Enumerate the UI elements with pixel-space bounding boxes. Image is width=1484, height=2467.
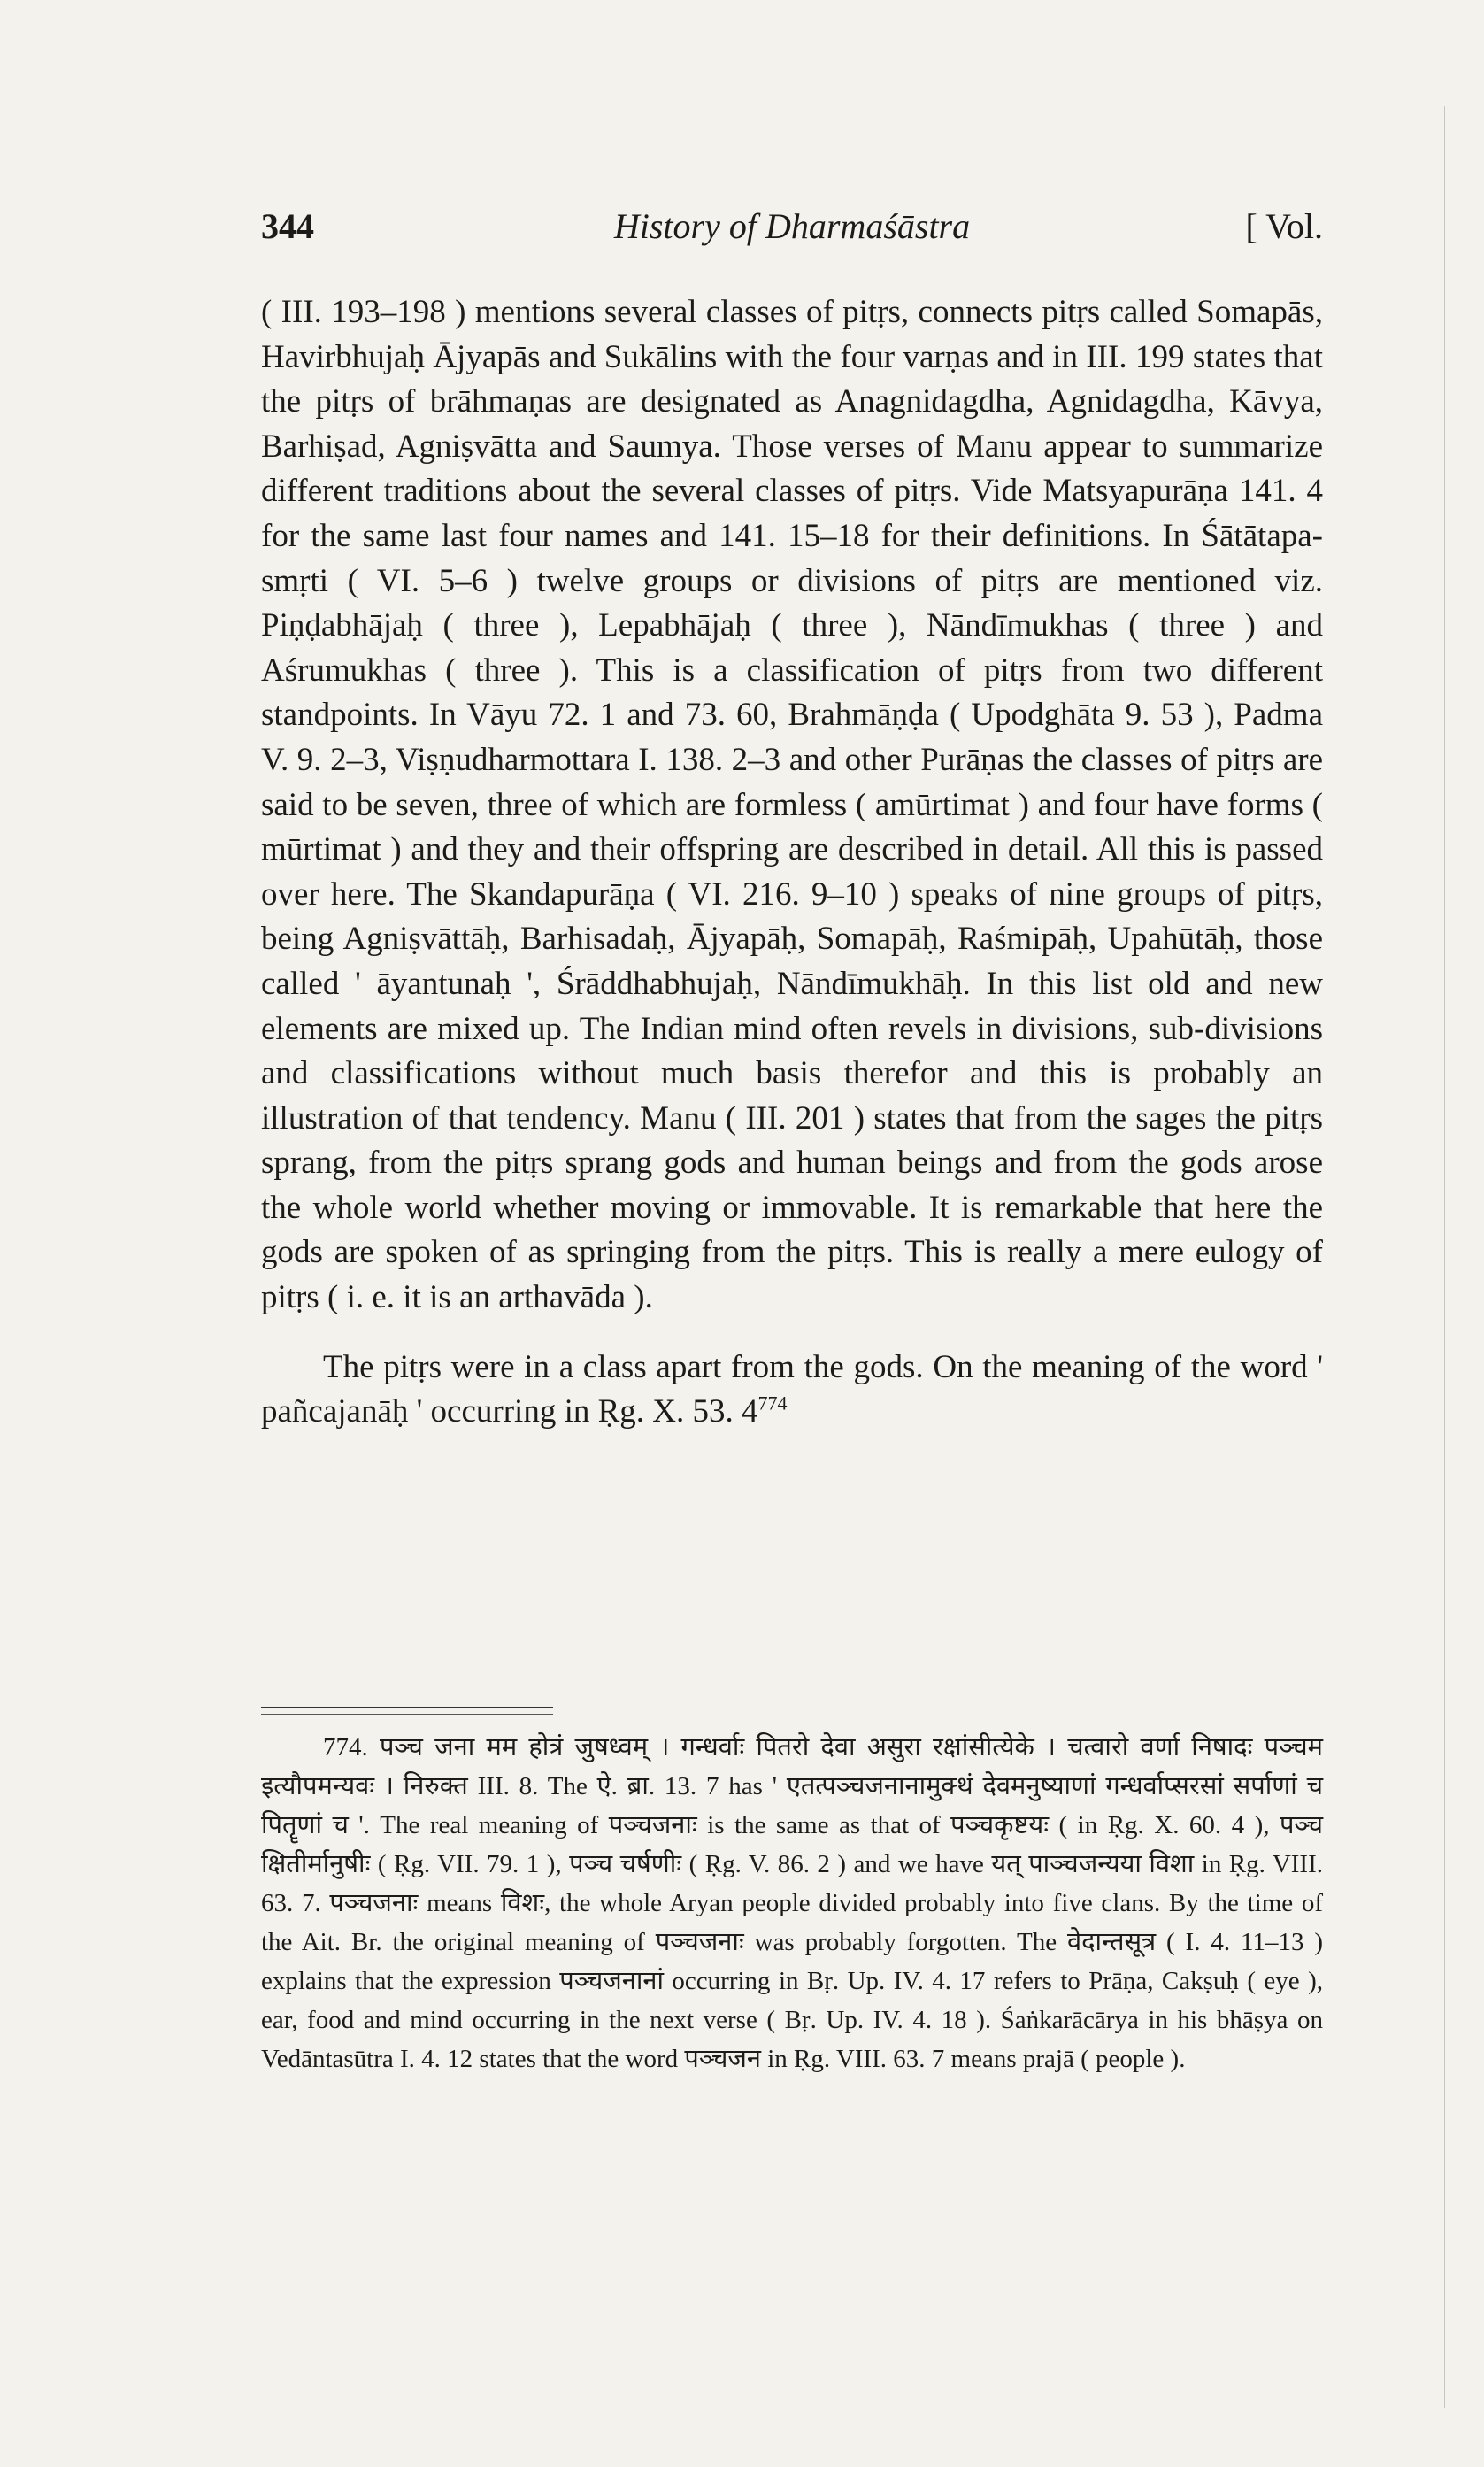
footnote-separator-underline — [261, 1714, 553, 1715]
body-paragraph-2-text: The pitṛs were in a class apart from the gods. On the meaning of the word ' pañcajanāḥ ' occurring in Ṛg. X. 53. 4 — [261, 1348, 1323, 1430]
body-paragraph-1: ( III. 193–198 ) mentions several classes of pitṛs, connects pitṛs called Somapās, Havirbhujaḥ Ājyapās and Sukālins with the four varṇas and in III. 199 states that the pitṛs of brāhmaṇas are designated as Anagnidagdha, Agnidagdha, Kāvya, Barhiṣad, Agniṣvātta and Saumya. Those verses of Manu appear to summarize different traditions about the several classes of pitṛs. Vide Matsyapurāṇa 141. 4 for the same last four names and 141. 15–18 for their definitions. In Śātātapa-smṛti ( VI. 5–6 ) twelve groups or divisions of pitṛs are mentioned viz. Piṇḍabhājaḥ ( three ), Lepabhājaḥ ( three ), Nāndīmukhas ( three ) and Aśrumukhas ( three ). This is a classification of pitṛs from two different standpoints. In Vāyu 72. 1 and 73. 60, Brahmāṇḍa ( Upodghāta 9. 53 ), Padma V. 9. 2–3, Viṣṇudharmottara I. 138. 2–3 and other Purāṇas the classes of pitṛs are said to be seven, three of which are formless ( amūrtimat ) and four have forms ( mūrtimat ) and they and their offspring are described in detail. All this is passed over here. The Skandapurāṇa ( VI. 216. 9–10 ) speaks of nine groups of pitṛs, being Agniṣvāttāḥ, Barhisadaḥ, Ājyapāḥ, Somapāḥ, Raśmipāḥ, Upahūtāḥ, those called ' āyantunaḥ ', Śrāddhabhujaḥ, Nāndīmukhāḥ. In this list old and new elements are mixed up. The Indian mind often revels in divisions, sub-divisions and classifications without much basis therefor and this is probably an illustration of that tendency. Manu ( III. 201 ) states that from the sages the pitṛs sprang, from the pitṛs sprang gods and human beings and from the gods arose the whole world whether moving or immovable. It is remarkable that here the gods are spoken of as springing from the pitṛs. This is really a mere eulogy of pitṛs ( i. e. it is an arthavāda ). — [261, 294, 1323, 1316]
page-number: 344 — [261, 206, 314, 246]
main-text — [261, 290, 1323, 1435]
page-edge-line — [1444, 106, 1445, 2408]
running-header — [261, 205, 1323, 258]
footnote-774: 774. पञ्च जना मम होत्रं जुषध्वम् । गन्धर्वाः पितरो देवा असुरा रक्षांसीत्येके । चत्वारो वर्णा निषादः पञ्चम इत्यौपमन्यवः । निरुक्त III. 8. The ऐ. ब्रा. 13. 7 has ' एतत्पञ्चजनानामुक्थं देवमनुष्याणां गन्धर्वाप्सरसां सर्पाणां च पितॄणां च '. The real meaning of पञ्चजनाः is the same as that of पञ्चकृष्टयः ( in Ṛg. X. 60. 4 ), पञ्च क्षितीर्मानुषीः ( Ṛg. VII. 79. 1 ), पञ्च चर्षणीः ( Ṛg. V. 86. 2 ) and we have यत् पाञ्चजन्यया विशा in Ṛg. VIII. 63. 7. पञ्चजनाः means विशः, the whole Aryan people divided probably into five clans. By the time of the Ait. Br. the original meaning of पञ्चजनाः was probably forgotten. The वेदान्तसूत्र ( I. 4. 11–13 ) explains that the expression पञ्चजनानां occurring in Bṛ. Up. IV. 4. 17 refers to Prāṇa, Cakṣuḥ ( eye ), ear, food and mind occurring in the next verse ( Bṛ. Up. IV. 4. 18 ). Śaṅkarācārya in his bhāṣya on Vedāntasūtra I. 4. 12 states that the word पञ्चजन in Ṛg. VIII. 63. 7 means prajā ( people ). — [261, 1733, 1323, 2073]
running-title: History of Dharmaśāstra — [613, 206, 971, 246]
footnote-reference: 774 — [757, 1392, 788, 1415]
volume-marker: [ Vol. — [1245, 206, 1323, 246]
body-paragraph-2 — [261, 1345, 1323, 1435]
footnote — [261, 1728, 1323, 2078]
footnote-separator — [261, 1707, 553, 1708]
